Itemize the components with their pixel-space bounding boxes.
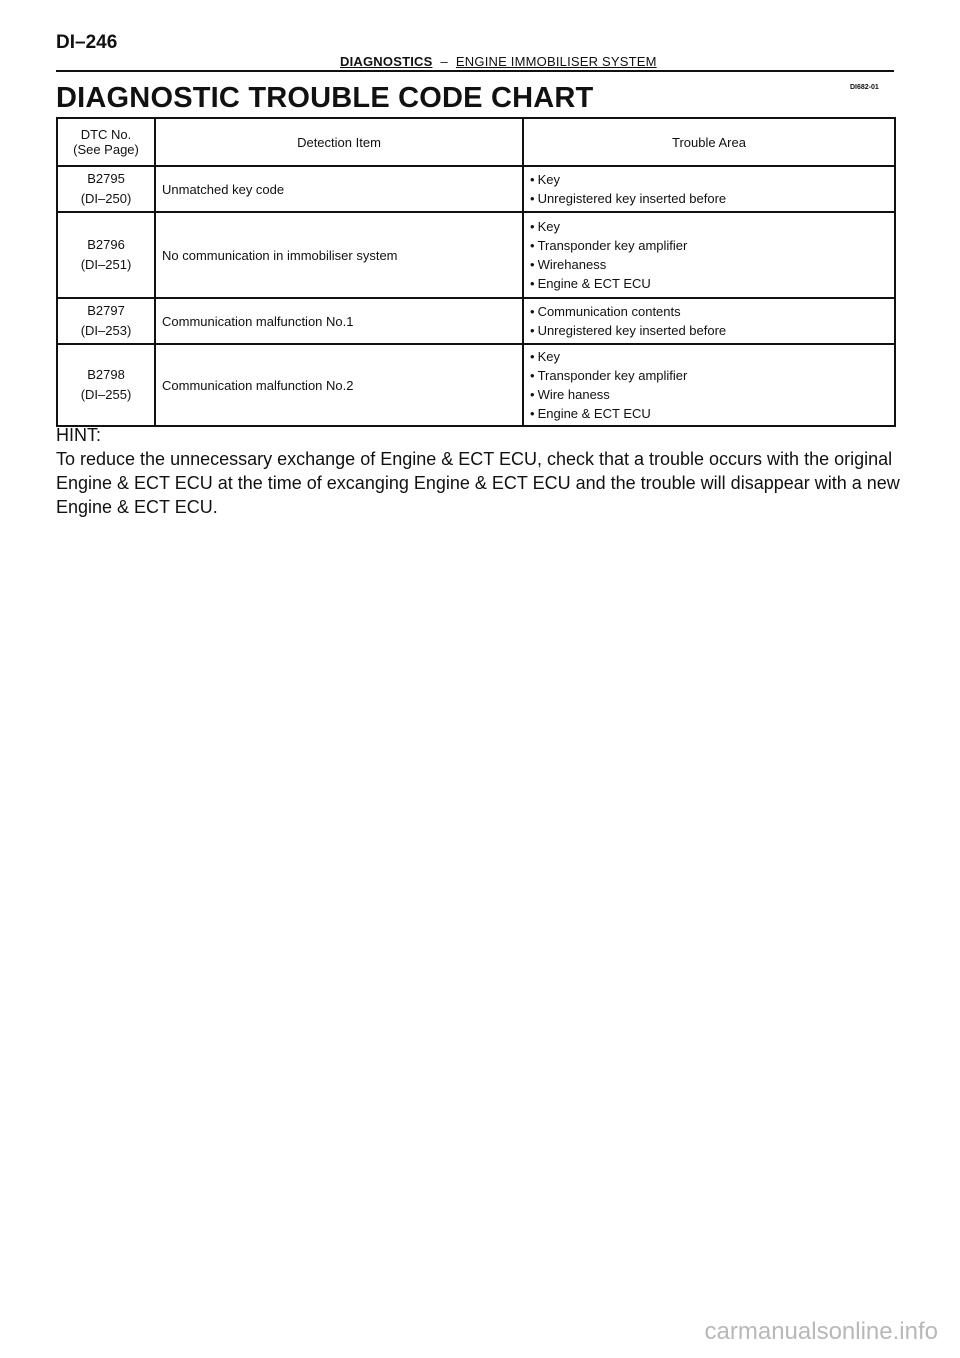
detection-item: No communication in immobiliser system	[155, 212, 523, 298]
trouble-area	[523, 298, 895, 344]
trouble-area-item: • Engine & ECT ECU	[530, 404, 888, 423]
dtc-page-ref: (DI–251)	[80, 257, 132, 272]
dtc-page-ref: (DI–255)	[80, 387, 132, 402]
watermark: carmanualsonline.info	[704, 1318, 938, 1345]
dtc-code-cell	[57, 344, 155, 426]
trouble-area-item: • Communication contents	[530, 302, 888, 321]
table-row	[57, 212, 895, 298]
header-dtc-line2: (See Page)	[73, 142, 139, 157]
header-trouble-area: Trouble Area	[523, 118, 895, 166]
dtc-page-ref: (DI–250)	[80, 191, 132, 206]
trouble-area-item: • Key	[530, 217, 888, 236]
header-rule	[56, 70, 894, 72]
dtc-code-cell	[57, 298, 155, 344]
trouble-area-item: • Unregistered key inserted before	[530, 321, 888, 340]
table-header-row	[57, 118, 895, 166]
hint-text: To reduce the unnecessary exchange of Engine & ECT ECU, check that a trouble occurs with the original Engine & ECT ECU at the time of excanging Engine & ECT ECU and the trouble will disappear with a new Engine & ECT ECU.	[56, 449, 900, 517]
table-row	[57, 298, 895, 344]
trouble-area-item: • Key	[530, 347, 888, 366]
trouble-area-item: • Wirehaness	[530, 255, 888, 274]
trouble-area	[523, 166, 895, 212]
trouble-area-item: • Wire haness	[530, 385, 888, 404]
trouble-area-item: • Key	[530, 170, 888, 189]
trouble-area	[523, 212, 895, 298]
section-header	[340, 54, 657, 69]
dtc-code: B2798	[87, 367, 125, 382]
hint-label: HINT:	[56, 425, 101, 445]
section-title: DIAGNOSTICS	[340, 54, 433, 69]
subsection-title: ENGINE IMMOBILISER SYSTEM	[455, 54, 657, 69]
table-row	[57, 344, 895, 426]
trouble-area	[523, 344, 895, 426]
trouble-area-item: • Unregistered key inserted before	[530, 189, 888, 208]
dtc-code-cell	[57, 212, 155, 298]
detection-item: Communication malfunction No.1	[155, 298, 523, 344]
trouble-area-item: • Transponder key amplifier	[530, 236, 888, 255]
page-number: DI–246	[56, 32, 118, 53]
section-separator: –	[440, 54, 448, 69]
detection-item: Unmatched key code	[155, 166, 523, 212]
dtc-code-cell	[57, 166, 155, 212]
header-dtc-line1: DTC No.	[80, 127, 132, 142]
page-title: DIAGNOSTIC TROUBLE CODE CHART	[56, 82, 594, 114]
header-dtc-number	[57, 118, 155, 166]
dtc-code: B2795	[87, 171, 125, 186]
dtc-code: B2797	[87, 303, 125, 318]
table-row	[57, 166, 895, 212]
trouble-area-item: • Transponder key amplifier	[530, 366, 888, 385]
dtc-page-ref: (DI–253)	[80, 323, 132, 338]
header-detection-item: Detection Item	[155, 118, 523, 166]
dtc-table	[56, 117, 896, 427]
document-code: DI682-01	[850, 84, 879, 91]
detection-item: Communication malfunction No.2	[155, 344, 523, 426]
hint-block	[56, 423, 901, 519]
dtc-code: B2796	[87, 237, 125, 252]
trouble-area-item: • Engine & ECT ECU	[530, 274, 888, 293]
